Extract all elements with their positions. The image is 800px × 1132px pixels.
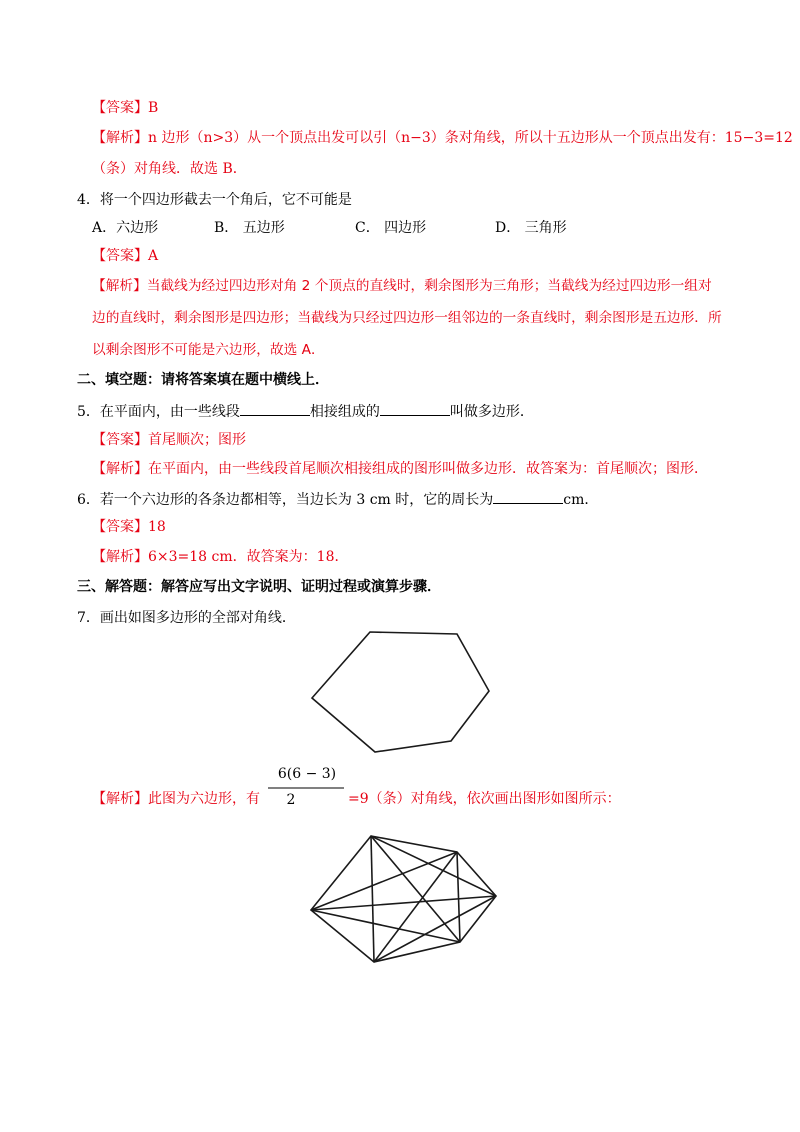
analysis-pre: 此图为六边形，有 <box>148 791 260 807</box>
q7-analysis-post: =9（条）对角线，依次画出图形如图所示： <box>348 791 621 807</box>
diagonal-line <box>371 836 374 962</box>
q4-option-a: A．六边形 <box>92 220 159 236</box>
diagonal-line <box>311 896 496 910</box>
q4-option-c: C． 四边形 <box>355 220 427 236</box>
q5-stem-a: 5．在平面内，由一些线段 <box>77 404 240 420</box>
analysis-text: 在平面内，由一些线段首尾顺次相接组成的图形叫做多边形．故答案为：首尾顺次；图形． <box>148 461 708 477</box>
answer-label: 【答案】 <box>92 100 148 116</box>
diagonal-line <box>374 896 496 962</box>
q5-stem-c: 叫做多边形． <box>449 404 534 420</box>
q5-stem-b: 相接组成的 <box>309 404 380 420</box>
answer-label: 【答案】 <box>92 248 148 264</box>
diagonal-line <box>457 852 460 942</box>
answer-value: B <box>148 100 159 116</box>
analysis-text: 6×3=18 cm．故答案为：18． <box>148 549 349 565</box>
analysis-label: 【解析】 <box>92 130 148 146</box>
q4-stem: 4．将一个四边形截去一个角后，它不可能是 <box>77 192 352 208</box>
analysis-label: 【解析】 <box>92 461 148 477</box>
q4-analysis-line1: 【解析】当截线为经过四边形对角 2 个顶点的直线时，剩余图形为三角形；当截线为经过四边形一组对 <box>92 278 712 294</box>
fraction-denominator: 2 <box>286 792 296 808</box>
analysis-label: 【解析】 <box>92 549 148 565</box>
analysis-label: 【解析】 <box>92 791 148 807</box>
q4-option-d: D． 三角形 <box>495 220 567 236</box>
section2-title: 二、填空题：请将答案填在题中横线上． <box>77 372 329 388</box>
q4-analysis-line2: 边的直线时，剩余图形是四边形；当截线为只经过四边形一组邻边的一条直线时，剩余图形是五边形．所 <box>92 310 722 326</box>
q6-stem-b: cm． <box>563 492 599 508</box>
answer-value: 18 <box>148 519 166 535</box>
section3-title: 三、解答题：解答应写出文字说明、证明过程或演算步骤． <box>77 579 441 595</box>
q7-stem: 7．画出如图多边形的全部对角线． <box>77 610 296 626</box>
answer-value: 首尾顺次；图形 <box>148 432 246 448</box>
q4-option-b: B． 五边形 <box>214 220 285 236</box>
q3-analysis-line2: （条）对角线．故选 B． <box>92 161 247 177</box>
answer-value: A <box>148 248 159 264</box>
analysis-text: n 边形（n>3）从一个顶点出发可以引（n−3）条对角线，所以十五边形从一个顶点出发有：15−3=12 <box>148 130 793 146</box>
fraction-numerator: 6(6 − 3) <box>277 766 337 782</box>
q4-analysis-line3: 以剩余图形不可能是六边形，故选 A． <box>92 342 325 358</box>
answer-label: 【答案】 <box>92 519 148 535</box>
diagonal-line <box>371 836 496 896</box>
answer-label: 【答案】 <box>92 432 148 448</box>
q6-stem-a: 6．若一个六边形的各条边都相等，当边长为 3 cm 时，它的周长为 <box>77 492 494 508</box>
